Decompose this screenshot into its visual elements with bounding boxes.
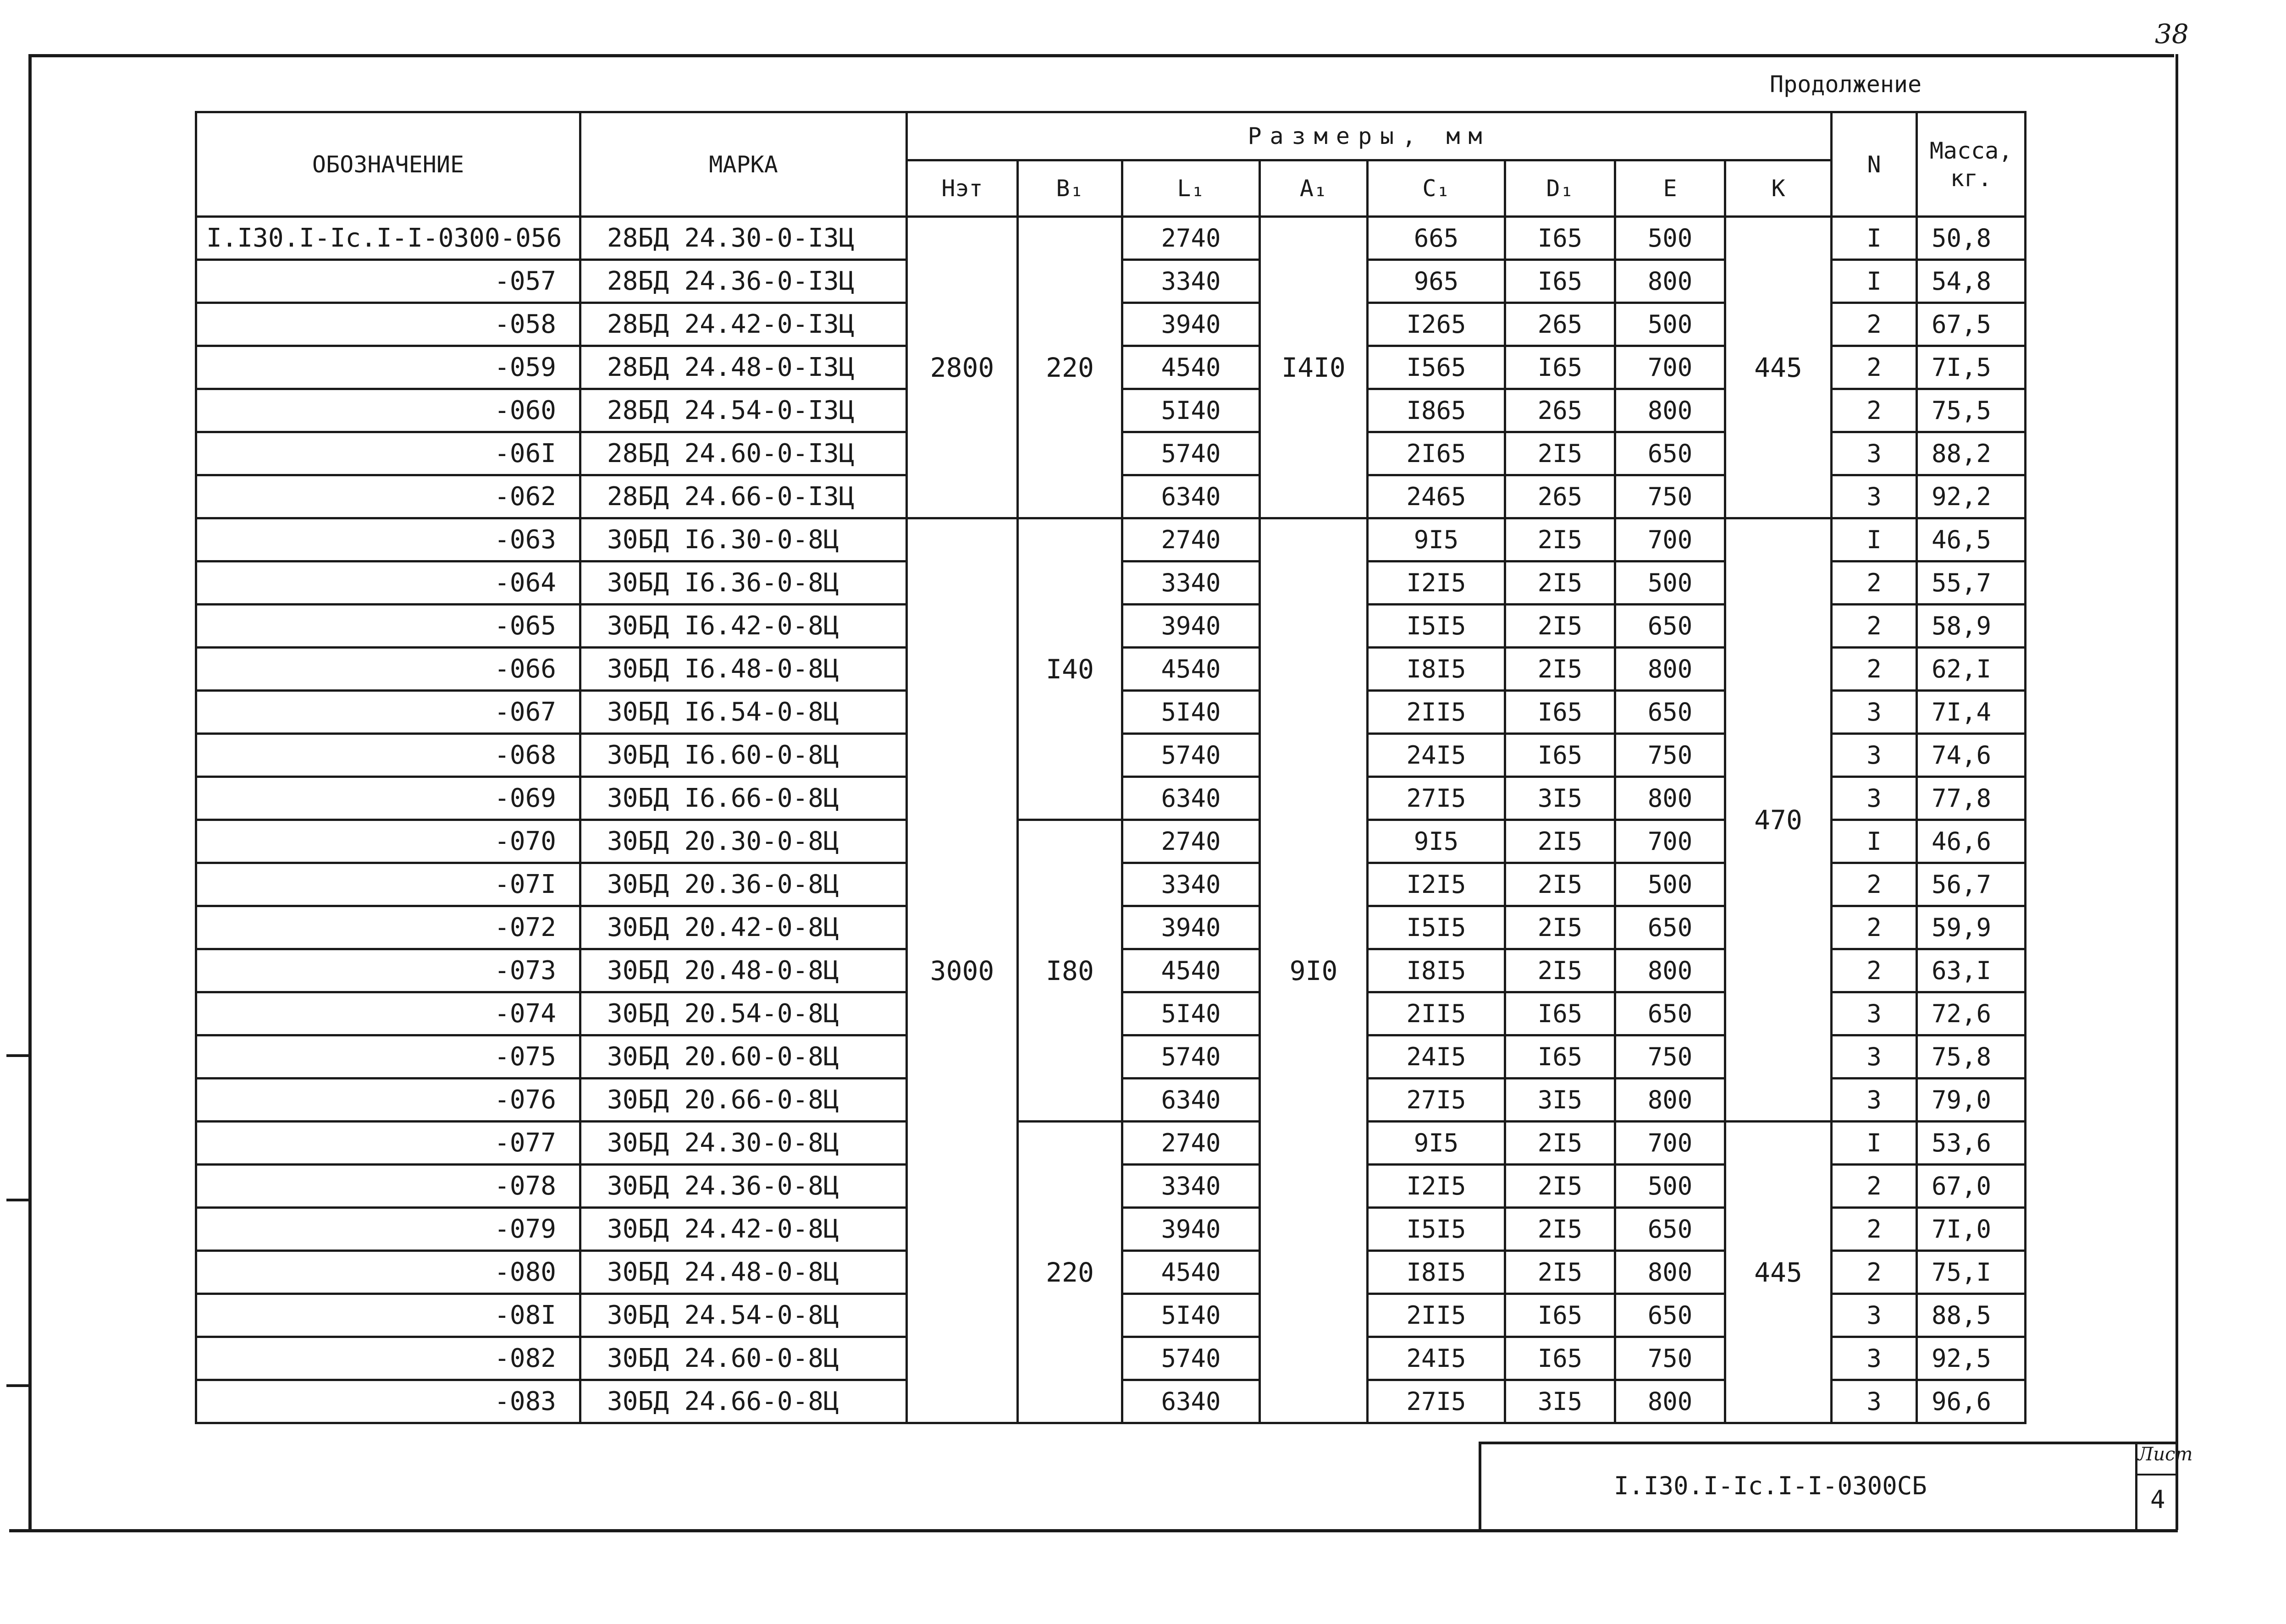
cell-designation: -07I (196, 863, 580, 906)
cell-designation: -079 (196, 1208, 580, 1251)
cell-l1: 2740 (1122, 1122, 1260, 1165)
cell-mass: 50,8 (1917, 217, 2026, 260)
cell-e: 500 (1615, 303, 1725, 346)
cell-designation: -073 (196, 949, 580, 992)
cell-e: 750 (1615, 1337, 1725, 1380)
cell-n: 2 (1832, 1251, 1917, 1294)
sheet-number: 4 (2150, 1485, 2165, 1514)
cell-mass: 7I,0 (1917, 1208, 2026, 1251)
cell-mass: 88,5 (1917, 1294, 2026, 1337)
cell-d1: I65 (1505, 260, 1615, 303)
cell-e: 700 (1615, 518, 1725, 562)
cell-b1-group: 220 (1018, 217, 1122, 518)
table-row (196, 518, 2026, 562)
cell-a1-group: 9I0 (1260, 518, 1368, 1423)
cell-designation: -067 (196, 691, 580, 734)
cell-mass: 46,5 (1917, 518, 2026, 562)
cell-designation: -074 (196, 992, 580, 1035)
cell-e: 650 (1615, 992, 1725, 1035)
cell-mass: 75,I (1917, 1251, 2026, 1294)
cell-d1: I65 (1505, 346, 1615, 389)
cell-c1: 2I65 (1368, 432, 1505, 475)
cell-designation: -068 (196, 734, 580, 777)
header-e: E (1615, 160, 1725, 217)
cell-designation: -070 (196, 820, 580, 863)
cell-d1: I65 (1505, 992, 1615, 1035)
cell-l1: 6340 (1122, 1380, 1260, 1423)
cell-mark: 30БД 24.54-0-8Ц (580, 1294, 907, 1337)
cell-l1: 3940 (1122, 906, 1260, 949)
cell-d1: 3I5 (1505, 1079, 1615, 1122)
cell-designation: -059 (196, 346, 580, 389)
cell-d1: I65 (1505, 1294, 1615, 1337)
header-b1: B₁ (1018, 160, 1122, 217)
cell-n: 3 (1832, 734, 1917, 777)
cell-mark: 28БД 24.30-0-I3Ц (580, 217, 907, 260)
cell-l1: 3940 (1122, 1208, 1260, 1251)
cell-l1: 6340 (1122, 475, 1260, 518)
cell-c1: 27I5 (1368, 1079, 1505, 1122)
cell-e: 800 (1615, 389, 1725, 432)
cell-mass: 62,I (1917, 648, 2026, 691)
cell-designation: -072 (196, 906, 580, 949)
cell-e: 500 (1615, 863, 1725, 906)
cell-c1: 9I5 (1368, 820, 1505, 863)
cell-c1: I2I5 (1368, 863, 1505, 906)
header-c1: C₁ (1368, 160, 1505, 217)
cell-n: 2 (1832, 863, 1917, 906)
cell-d1: 2I5 (1505, 863, 1615, 906)
cell-designation: -08I (196, 1294, 580, 1337)
header-a1: A₁ (1260, 160, 1368, 217)
cell-d1: 2I5 (1505, 1122, 1615, 1165)
cell-l1: 3940 (1122, 303, 1260, 346)
cell-n: 3 (1832, 475, 1917, 518)
cell-n: 2 (1832, 949, 1917, 992)
cell-designation: -063 (196, 518, 580, 562)
cell-d1: 2I5 (1505, 648, 1615, 691)
cell-c1: I8I5 (1368, 949, 1505, 992)
cell-e: 800 (1615, 648, 1725, 691)
cell-mark: 28БД 24.54-0-I3Ц (580, 389, 907, 432)
cell-n: 3 (1832, 1294, 1917, 1337)
cell-mark: 30БД 24.36-0-8Ц (580, 1165, 907, 1208)
cell-c1: 2II5 (1368, 1294, 1505, 1337)
cell-c1: 24I5 (1368, 734, 1505, 777)
cell-k-group: 445 (1725, 217, 1832, 518)
cell-n: 2 (1832, 605, 1917, 648)
cell-c1: 27I5 (1368, 777, 1505, 820)
page-corner-number: 38 (2155, 18, 2189, 50)
cell-mass: 46,6 (1917, 820, 2026, 863)
cell-mass: 74,6 (1917, 734, 2026, 777)
cell-designation: -060 (196, 389, 580, 432)
cell-mark: 30БД 20.30-0-8Ц (580, 820, 907, 863)
cell-mark: 30БД 20.36-0-8Ц (580, 863, 907, 906)
cell-mark: 28БД 24.60-0-I3Ц (580, 432, 907, 475)
cell-mass: 92,5 (1917, 1337, 2026, 1380)
cell-designation: -058 (196, 303, 580, 346)
cell-mark: 30БД I6.30-0-8Ц (580, 518, 907, 562)
cell-c1: I865 (1368, 389, 1505, 432)
cell-mark: 30БД 24.66-0-8Ц (580, 1380, 907, 1423)
cell-mass: 96,6 (1917, 1380, 2026, 1423)
cell-mark: 30БД 20.66-0-8Ц (580, 1079, 907, 1122)
cell-e: 500 (1615, 1165, 1725, 1208)
cell-l1: 6340 (1122, 1079, 1260, 1122)
frame-bottom-border (9, 1529, 2178, 1532)
cell-designation: -062 (196, 475, 580, 518)
cell-e: 700 (1615, 1122, 1725, 1165)
cell-l1: 3940 (1122, 605, 1260, 648)
cell-e: 650 (1615, 906, 1725, 949)
cell-mark: 30БД 20.48-0-8Ц (580, 949, 907, 992)
cell-mark: 30БД I6.42-0-8Ц (580, 605, 907, 648)
cell-mass: 7I,4 (1917, 691, 2026, 734)
cell-designation: -06I (196, 432, 580, 475)
cell-d1: 2I5 (1505, 1165, 1615, 1208)
cell-mark: 30БД 20.60-0-8Ц (580, 1035, 907, 1079)
specification-table (195, 111, 2026, 1424)
header-k: K (1725, 160, 1832, 217)
cell-d1: 2I5 (1505, 562, 1615, 605)
cell-designation: -083 (196, 1380, 580, 1423)
cell-designation: -078 (196, 1165, 580, 1208)
cell-l1: 5I40 (1122, 389, 1260, 432)
cell-e: 500 (1615, 562, 1725, 605)
cell-b1-group: I40 (1018, 518, 1122, 820)
cell-d1: 2I5 (1505, 949, 1615, 992)
cell-e: 800 (1615, 1079, 1725, 1122)
cell-c1: I2I5 (1368, 562, 1505, 605)
binding-tick (6, 1199, 30, 1201)
cell-d1: I65 (1505, 734, 1615, 777)
binding-tick (6, 1384, 30, 1387)
document-code: I.I30.I-Ic.I-I-0300СБ (1614, 1471, 1927, 1500)
table-row (196, 1122, 2026, 1165)
cell-mass: 54,8 (1917, 260, 2026, 303)
cell-designation: -069 (196, 777, 580, 820)
cell-n: 2 (1832, 1208, 1917, 1251)
cell-l1: 3340 (1122, 863, 1260, 906)
cell-n: 2 (1832, 906, 1917, 949)
cell-n: 2 (1832, 1165, 1917, 1208)
cell-e: 500 (1615, 217, 1725, 260)
cell-k-group: 445 (1725, 1122, 1832, 1423)
cell-mass: 79,0 (1917, 1079, 2026, 1122)
table-row (196, 217, 2026, 260)
frame-top-border (28, 54, 2174, 57)
cell-e: 800 (1615, 1251, 1725, 1294)
cell-n: 3 (1832, 1337, 1917, 1380)
cell-l1: 5740 (1122, 1035, 1260, 1079)
cell-e: 700 (1615, 820, 1725, 863)
cell-l1: 5740 (1122, 1337, 1260, 1380)
cell-l1: 5I40 (1122, 691, 1260, 734)
header-d1: D₁ (1505, 160, 1615, 217)
cell-mass: 63,I (1917, 949, 2026, 992)
cell-n: I (1832, 1122, 1917, 1165)
cell-c1: I2I5 (1368, 1165, 1505, 1208)
cell-d1: 265 (1505, 389, 1615, 432)
cell-e: 650 (1615, 691, 1725, 734)
cell-c1: I8I5 (1368, 648, 1505, 691)
cell-c1: 9I5 (1368, 1122, 1505, 1165)
cell-l1: 2740 (1122, 217, 1260, 260)
cell-n: I (1832, 820, 1917, 863)
cell-n: 2 (1832, 562, 1917, 605)
cell-l1: 6340 (1122, 777, 1260, 820)
cell-b1-group: I80 (1018, 820, 1122, 1122)
cell-c1: I265 (1368, 303, 1505, 346)
cell-c1: I5I5 (1368, 1208, 1505, 1251)
cell-mass: 88,2 (1917, 432, 2026, 475)
cell-n: I (1832, 518, 1917, 562)
cell-designation: -065 (196, 605, 580, 648)
cell-c1: I8I5 (1368, 1251, 1505, 1294)
cell-d1: I65 (1505, 217, 1615, 260)
cell-e: 650 (1615, 432, 1725, 475)
cell-e: 800 (1615, 260, 1725, 303)
cell-l1: 4540 (1122, 1251, 1260, 1294)
cell-mark: 30БД 24.42-0-8Ц (580, 1208, 907, 1251)
cell-n: 3 (1832, 777, 1917, 820)
cell-k-group: 470 (1725, 518, 1832, 1122)
header-n: N (1832, 112, 1917, 217)
cell-mark: 30БД I6.66-0-8Ц (580, 777, 907, 820)
cell-l1: 5740 (1122, 432, 1260, 475)
cell-c1: 9I5 (1368, 518, 1505, 562)
cell-n: I (1832, 217, 1917, 260)
cell-d1: 2I5 (1505, 605, 1615, 648)
cell-l1: 3340 (1122, 260, 1260, 303)
cell-l1: 4540 (1122, 949, 1260, 992)
frame-right-border (2176, 54, 2178, 1530)
cell-l1: 4540 (1122, 648, 1260, 691)
cell-n: 2 (1832, 389, 1917, 432)
cell-designation: I.I30.I-Ic.I-I-0300-056 (196, 217, 580, 260)
cell-mass: 67,5 (1917, 303, 2026, 346)
cell-mark: 28БД 24.66-0-I3Ц (580, 475, 907, 518)
cell-mark: 28БД 24.42-0-I3Ц (580, 303, 907, 346)
header-mark: МАРКА (580, 112, 907, 217)
cell-d1: 3I5 (1505, 1380, 1615, 1423)
cell-e: 650 (1615, 1208, 1725, 1251)
cell-c1: 2465 (1368, 475, 1505, 518)
header-designation: ОБОЗНАЧЕНИЕ (196, 112, 580, 217)
cell-designation: -064 (196, 562, 580, 605)
cell-h-group: 3000 (907, 518, 1018, 1423)
cell-mark: 30БД 24.30-0-8Ц (580, 1122, 907, 1165)
cell-e: 800 (1615, 949, 1725, 992)
cell-n: 2 (1832, 346, 1917, 389)
cell-mass: 75,5 (1917, 389, 2026, 432)
cell-l1: 3340 (1122, 562, 1260, 605)
cell-n: 3 (1832, 691, 1917, 734)
header-mass: Масса, кг. (1917, 112, 2026, 217)
cell-b1-group: 220 (1018, 1122, 1122, 1423)
cell-mark: 30БД I6.48-0-8Ц (580, 648, 907, 691)
cell-mass: 58,9 (1917, 605, 2026, 648)
cell-c1: 2II5 (1368, 691, 1505, 734)
cell-d1: 2I5 (1505, 906, 1615, 949)
cell-d1: 265 (1505, 303, 1615, 346)
cell-d1: 2I5 (1505, 518, 1615, 562)
cell-a1-group: I4I0 (1260, 217, 1368, 518)
cell-mass: 77,8 (1917, 777, 2026, 820)
cell-n: 2 (1832, 648, 1917, 691)
cell-n: 3 (1832, 1380, 1917, 1423)
sheet-divider (2135, 1474, 2176, 1475)
cell-d1: 2I5 (1505, 1208, 1615, 1251)
cell-d1: 265 (1505, 475, 1615, 518)
cell-mass: 92,2 (1917, 475, 2026, 518)
cell-designation: -066 (196, 648, 580, 691)
cell-mark: 30БД 24.48-0-8Ц (580, 1251, 907, 1294)
cell-mass: 7I,5 (1917, 346, 2026, 389)
cell-l1: 2740 (1122, 820, 1260, 863)
cell-e: 800 (1615, 1380, 1725, 1423)
cell-designation: -080 (196, 1251, 580, 1294)
cell-mark: 30БД I6.54-0-8Ц (580, 691, 907, 734)
header-h: Нэт (907, 160, 1018, 217)
cell-designation: -082 (196, 1337, 580, 1380)
header-dimensions: Размеры, мм (907, 112, 1832, 160)
cell-c1: 2II5 (1368, 992, 1505, 1035)
cell-e: 750 (1615, 1035, 1725, 1079)
cell-c1: 27I5 (1368, 1380, 1505, 1423)
cell-mark: 30БД 24.60-0-8Ц (580, 1337, 907, 1380)
cell-mass: 72,6 (1917, 992, 2026, 1035)
cell-mark: 28БД 24.48-0-I3Ц (580, 346, 907, 389)
binding-tick (6, 1054, 30, 1057)
cell-mass: 55,7 (1917, 562, 2026, 605)
cell-designation: -057 (196, 260, 580, 303)
cell-mark: 30БД 20.54-0-8Ц (580, 992, 907, 1035)
cell-mass: 75,8 (1917, 1035, 2026, 1079)
cell-designation: -075 (196, 1035, 580, 1079)
cell-e: 700 (1615, 346, 1725, 389)
cell-mark: 30БД I6.60-0-8Ц (580, 734, 907, 777)
header-l1: L₁ (1122, 160, 1260, 217)
cell-d1: I65 (1505, 691, 1615, 734)
cell-l1: 5I40 (1122, 992, 1260, 1035)
cell-d1: 2I5 (1505, 432, 1615, 475)
cell-n: 3 (1832, 432, 1917, 475)
cell-d1: 3I5 (1505, 777, 1615, 820)
cell-mass: 56,7 (1917, 863, 2026, 906)
cell-c1: 665 (1368, 217, 1505, 260)
cell-mass: 53,6 (1917, 1122, 2026, 1165)
cell-n: 3 (1832, 1035, 1917, 1079)
cell-e: 650 (1615, 1294, 1725, 1337)
cell-n: 2 (1832, 303, 1917, 346)
cell-h-group: 2800 (907, 217, 1018, 518)
cell-l1: 5740 (1122, 734, 1260, 777)
cell-e: 650 (1615, 605, 1725, 648)
cell-l1: 5I40 (1122, 1294, 1260, 1337)
cell-e: 750 (1615, 734, 1725, 777)
sheet-label: Лист (2138, 1444, 2193, 1465)
cell-n: I (1832, 260, 1917, 303)
cell-n: 3 (1832, 992, 1917, 1035)
cell-mark: 28БД 24.36-0-I3Ц (580, 260, 907, 303)
cell-mark: 30БД 20.42-0-8Ц (580, 906, 907, 949)
cell-c1: I5I5 (1368, 906, 1505, 949)
cell-c1: 965 (1368, 260, 1505, 303)
cell-c1: I5I5 (1368, 605, 1505, 648)
cell-d1: I65 (1505, 1337, 1615, 1380)
cell-designation: -076 (196, 1079, 580, 1122)
cell-e: 800 (1615, 777, 1725, 820)
cell-c1: 24I5 (1368, 1035, 1505, 1079)
cell-l1: 3340 (1122, 1165, 1260, 1208)
cell-c1: I565 (1368, 346, 1505, 389)
cell-c1: 24I5 (1368, 1337, 1505, 1380)
cell-e: 750 (1615, 475, 1725, 518)
cell-d1: I65 (1505, 1035, 1615, 1079)
cell-mass: 59,9 (1917, 906, 2026, 949)
cell-d1: 2I5 (1505, 820, 1615, 863)
cell-mass: 67,0 (1917, 1165, 2026, 1208)
continuation-label: Продолжение (1770, 71, 1922, 98)
cell-mark: 30БД I6.36-0-8Ц (580, 562, 907, 605)
cell-designation: -077 (196, 1122, 580, 1165)
cell-l1: 2740 (1122, 518, 1260, 562)
cell-n: 3 (1832, 1079, 1917, 1122)
frame-left-border (28, 54, 32, 1530)
cell-l1: 4540 (1122, 346, 1260, 389)
cell-d1: 2I5 (1505, 1251, 1615, 1294)
